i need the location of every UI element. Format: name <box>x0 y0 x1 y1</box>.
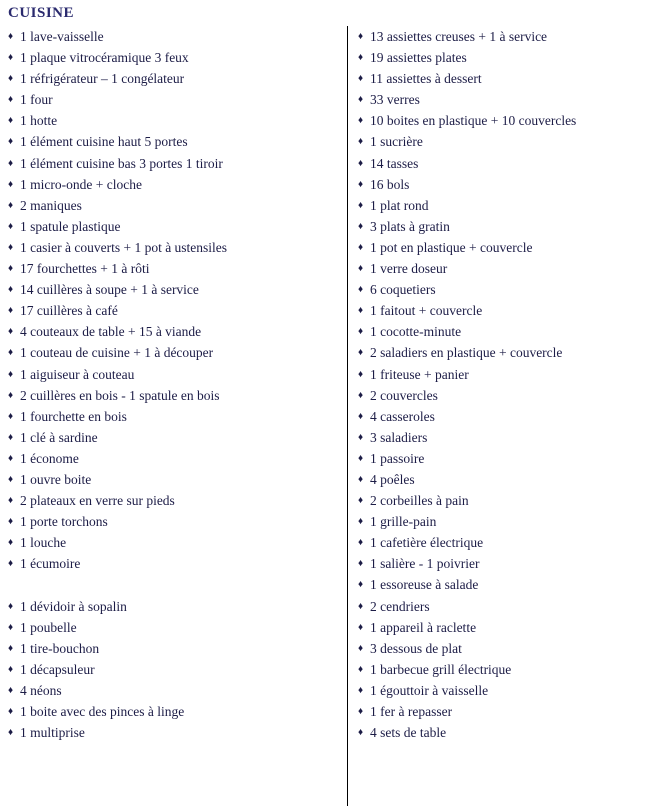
list-item <box>8 300 347 321</box>
list-item-label: 11 assiettes à dessert <box>370 71 482 87</box>
list-item <box>8 195 347 216</box>
diamond-bullet-icon: ♦ <box>358 326 364 338</box>
list-item-label: 10 boites en plastique + 10 couvercles <box>370 113 577 129</box>
list-item <box>8 617 347 638</box>
list-item <box>358 364 670 385</box>
list-item <box>8 659 347 680</box>
diamond-bullet-icon: ♦ <box>8 452 14 464</box>
list-item <box>358 659 670 680</box>
list-item-label: 2 maniques <box>20 197 82 213</box>
list-item-label: 1 salière - 1 poivrier <box>370 556 480 572</box>
list-item-label: 2 cuillères en bois - 1 spatule en bois <box>20 387 220 403</box>
list-item <box>358 110 670 131</box>
list-item <box>358 511 670 532</box>
list-item-label: 1 pot en plastique + couvercle <box>370 239 533 255</box>
diamond-bullet-icon: ♦ <box>358 347 364 359</box>
list-item-label: 4 néons <box>20 682 62 698</box>
list-item-label: 1 boite avec des pinces à linge <box>20 704 185 719</box>
list-item <box>358 553 670 574</box>
list-item <box>358 532 670 553</box>
list-item <box>358 258 670 279</box>
list-item <box>358 68 670 89</box>
diamond-bullet-icon: ♦ <box>358 663 364 675</box>
list-item <box>358 680 670 701</box>
diamond-bullet-icon: ♦ <box>358 452 364 464</box>
list-item-label: 1 élément cuisine bas 3 portes 1 tiroir <box>20 155 223 171</box>
list-item <box>8 174 347 195</box>
list-item-label: 17 cuillères à café <box>20 303 118 319</box>
list-item-label: 1 cocotte-minute <box>370 324 462 340</box>
list-item-label: 2 saladiers en plastique + couvercle <box>370 345 563 361</box>
list-item <box>358 174 670 195</box>
list-item <box>8 342 347 363</box>
list-item-label: 1 multiprise <box>20 725 85 741</box>
list-item-label: 1 ouvre boite <box>20 471 92 487</box>
diamond-bullet-icon: ♦ <box>8 305 14 317</box>
diamond-bullet-icon: ♦ <box>8 621 14 633</box>
list-item <box>358 26 670 47</box>
left-column <box>0 26 348 806</box>
diamond-bullet-icon: ♦ <box>358 600 364 612</box>
list-item-label: 1 passoire <box>370 450 425 466</box>
diamond-bullet-icon: ♦ <box>358 73 364 85</box>
list-item <box>8 553 347 574</box>
diamond-bullet-icon: ♦ <box>8 727 14 739</box>
diamond-bullet-icon: ♦ <box>358 178 364 190</box>
list-item <box>8 680 347 701</box>
diamond-bullet-icon: ♦ <box>8 410 14 422</box>
diamond-bullet-icon: ♦ <box>8 495 14 507</box>
list-item-label: 1 porte torchons <box>20 514 108 530</box>
diamond-bullet-icon: ♦ <box>8 178 14 190</box>
diamond-bullet-icon: ♦ <box>358 558 364 570</box>
diamond-bullet-icon: ♦ <box>8 558 14 570</box>
diamond-bullet-icon: ♦ <box>358 305 364 317</box>
diamond-bullet-icon: ♦ <box>8 115 14 127</box>
list-item <box>358 216 670 237</box>
list-item-label: 2 couvercles <box>370 387 438 403</box>
left-item-list <box>8 26 347 743</box>
list-item <box>8 237 347 258</box>
list-item <box>8 638 347 659</box>
list-item-label: 1 couteau de cuisine + 1 à découper <box>20 345 214 361</box>
list-item-label: 1 aiguiseur à couteau <box>20 366 135 382</box>
list-item-label: 1 tire-bouchon <box>20 640 100 656</box>
list-item-label: 1 lave-vaisselle <box>20 29 104 44</box>
list-item-label: 19 assiettes plates <box>370 50 467 66</box>
list-item <box>8 427 347 448</box>
list-item-label: 14 cuillères à soupe + 1 à service <box>20 282 199 298</box>
list-item <box>358 300 670 321</box>
list-item-label: 3 dessous de plat <box>370 640 462 656</box>
diamond-bullet-icon: ♦ <box>358 220 364 232</box>
diamond-bullet-icon: ♦ <box>8 220 14 232</box>
diamond-bullet-icon: ♦ <box>358 241 364 253</box>
list-item <box>8 89 347 110</box>
list-item-label: 4 poêles <box>370 471 415 487</box>
list-item-label: 2 cendriers <box>370 598 430 614</box>
diamond-bullet-icon: ♦ <box>8 368 14 380</box>
list-item-label: 4 couteaux de table + 15 à viande <box>20 324 202 340</box>
list-item-label: 2 corbeilles à pain <box>370 493 469 509</box>
diamond-bullet-icon: ♦ <box>358 410 364 422</box>
diamond-bullet-icon: ♦ <box>8 199 14 211</box>
list-item-label: 3 plats à gratin <box>370 218 450 234</box>
list-item-label: 1 plaque vitrocéramique 3 feux <box>20 50 189 66</box>
list-item-label: 16 bols <box>370 176 410 192</box>
diamond-bullet-icon: ♦ <box>8 516 14 528</box>
list-item <box>8 701 347 722</box>
right-item-list <box>358 26 670 743</box>
diamond-bullet-icon: ♦ <box>8 31 14 42</box>
list-item-label: 4 casseroles <box>370 408 435 424</box>
diamond-bullet-icon: ♦ <box>358 368 364 380</box>
list-item <box>358 321 670 342</box>
list-item-label: 4 sets de table <box>370 725 447 741</box>
list-item <box>358 574 670 595</box>
list-item <box>8 153 347 174</box>
diamond-bullet-icon: ♦ <box>358 94 364 106</box>
list-item <box>358 342 670 363</box>
diamond-bullet-icon: ♦ <box>8 431 14 443</box>
list-item-label: 1 fer à repasser <box>370 704 453 719</box>
list-item <box>8 364 347 385</box>
two-column-layout <box>0 26 670 806</box>
diamond-bullet-icon: ♦ <box>358 284 364 296</box>
list-item <box>358 153 670 174</box>
list-item-label: 1 micro-onde + cloche <box>20 176 142 192</box>
list-item-label: 1 dévidoir à sopalin <box>20 598 127 614</box>
right-column <box>348 26 670 743</box>
list-item <box>358 427 670 448</box>
list-item <box>8 490 347 511</box>
list-item <box>358 89 670 110</box>
list-item <box>358 701 670 722</box>
list-item <box>8 68 347 89</box>
list-item-label: 1 fourchette en bois <box>20 408 127 424</box>
list-item <box>8 26 347 47</box>
diamond-bullet-icon: ♦ <box>8 473 14 485</box>
list-item <box>8 596 347 617</box>
list-item <box>358 237 670 258</box>
diamond-bullet-icon: ♦ <box>8 136 14 148</box>
list-item-label: 1 spatule plastique <box>20 218 121 234</box>
diamond-bullet-icon: ♦ <box>358 31 364 42</box>
diamond-bullet-icon: ♦ <box>358 579 364 591</box>
list-item <box>358 448 670 469</box>
list-item <box>358 490 670 511</box>
diamond-bullet-icon: ♦ <box>8 347 14 359</box>
list-item-label: 1 grille-pain <box>370 514 437 530</box>
list-spacer <box>8 574 347 595</box>
diamond-bullet-icon: ♦ <box>8 537 14 549</box>
list-item <box>358 596 670 617</box>
list-item-label: 1 casier à couverts + 1 pot à ustensiles <box>20 239 228 255</box>
list-item-label: 1 four <box>20 92 53 108</box>
diamond-bullet-icon: ♦ <box>8 157 14 169</box>
diamond-bullet-icon: ♦ <box>358 431 364 443</box>
list-item-label: 1 élément cuisine haut 5 portes <box>20 134 188 150</box>
list-item <box>8 448 347 469</box>
list-item-label: 1 clé à sardine <box>20 429 98 445</box>
diamond-bullet-icon: ♦ <box>358 115 364 127</box>
list-item-label: 14 tasses <box>370 155 419 171</box>
page-title: CUISINE <box>8 5 75 21</box>
list-item-label: 1 écumoire <box>20 556 81 572</box>
list-item-label: 1 barbecue grill électrique <box>370 661 512 677</box>
diamond-bullet-icon: ♦ <box>358 389 364 401</box>
list-item <box>8 385 347 406</box>
list-item-label: 1 appareil à raclette <box>370 619 477 635</box>
diamond-bullet-icon: ♦ <box>358 157 364 169</box>
list-item-label: 17 fourchettes + 1 à rôti <box>20 261 150 277</box>
diamond-bullet-icon: ♦ <box>8 94 14 106</box>
list-item <box>8 321 347 342</box>
list-item-label: 1 essoreuse à salade <box>370 577 479 593</box>
list-item-label: 1 plat rond <box>370 197 429 213</box>
list-item <box>358 469 670 490</box>
diamond-bullet-icon: ♦ <box>358 473 364 485</box>
list-item-label: 13 assiettes creuses + 1 à service <box>370 29 548 44</box>
list-item <box>8 511 347 532</box>
list-item <box>8 216 347 237</box>
diamond-bullet-icon: ♦ <box>8 241 14 253</box>
diamond-bullet-icon: ♦ <box>8 326 14 338</box>
list-item-label: 1 économe <box>20 450 79 466</box>
list-item <box>358 131 670 152</box>
list-item-label: 1 réfrigérateur – 1 congélateur <box>20 71 185 87</box>
list-item-label: 2 plateaux en verre sur pieds <box>20 493 175 509</box>
list-item <box>358 385 670 406</box>
diamond-bullet-icon: ♦ <box>8 706 14 717</box>
list-item <box>8 279 347 300</box>
list-item <box>8 258 347 279</box>
diamond-bullet-icon: ♦ <box>8 263 14 275</box>
diamond-bullet-icon: ♦ <box>358 727 364 739</box>
list-item <box>8 131 347 152</box>
list-item-label: 1 sucrière <box>370 134 423 150</box>
diamond-bullet-icon: ♦ <box>358 621 364 633</box>
list-item <box>8 110 347 131</box>
list-item-label: 1 faitout + couvercle <box>370 303 483 319</box>
list-item <box>8 469 347 490</box>
diamond-bullet-icon: ♦ <box>358 706 364 717</box>
diamond-bullet-icon: ♦ <box>358 495 364 507</box>
list-item <box>358 406 670 427</box>
diamond-bullet-icon: ♦ <box>8 642 14 654</box>
diamond-bullet-icon: ♦ <box>8 663 14 675</box>
diamond-bullet-icon: ♦ <box>358 263 364 275</box>
diamond-bullet-icon: ♦ <box>8 684 14 696</box>
diamond-bullet-icon: ♦ <box>358 199 364 211</box>
list-item <box>358 722 670 743</box>
list-item <box>8 406 347 427</box>
list-item-label: 1 poubelle <box>20 619 77 635</box>
list-item-label: 1 hotte <box>20 113 58 129</box>
list-item-label: 33 verres <box>370 92 420 108</box>
diamond-bullet-icon: ♦ <box>8 389 14 401</box>
list-item <box>358 638 670 659</box>
list-item <box>8 722 347 743</box>
list-item <box>358 195 670 216</box>
diamond-bullet-icon: ♦ <box>358 684 364 696</box>
list-item <box>8 47 347 68</box>
diamond-bullet-icon: ♦ <box>8 284 14 296</box>
list-item-label: 6 coquetiers <box>370 282 436 298</box>
diamond-bullet-icon: ♦ <box>358 136 364 148</box>
list-item <box>8 532 347 553</box>
diamond-bullet-icon: ♦ <box>8 600 14 612</box>
list-item <box>358 617 670 638</box>
list-item <box>358 47 670 68</box>
diamond-bullet-icon: ♦ <box>358 52 364 64</box>
list-item-label: 3 saladiers <box>370 429 428 445</box>
list-item-label: 1 cafetière électrique <box>370 535 484 551</box>
list-item-label: 1 verre doseur <box>370 261 448 277</box>
diamond-bullet-icon: ♦ <box>358 516 364 528</box>
list-item-label: 1 égouttoir à vaisselle <box>370 682 489 698</box>
list-item <box>358 279 670 300</box>
diamond-bullet-icon: ♦ <box>8 73 14 85</box>
diamond-bullet-icon: ♦ <box>358 537 364 549</box>
list-item-label: 1 décapsuleur <box>20 661 95 677</box>
list-item-label: 1 louche <box>20 535 67 551</box>
list-item-label: 1 friteuse + panier <box>370 366 469 382</box>
diamond-bullet-icon: ♦ <box>358 642 364 654</box>
diamond-bullet-icon: ♦ <box>8 52 14 64</box>
